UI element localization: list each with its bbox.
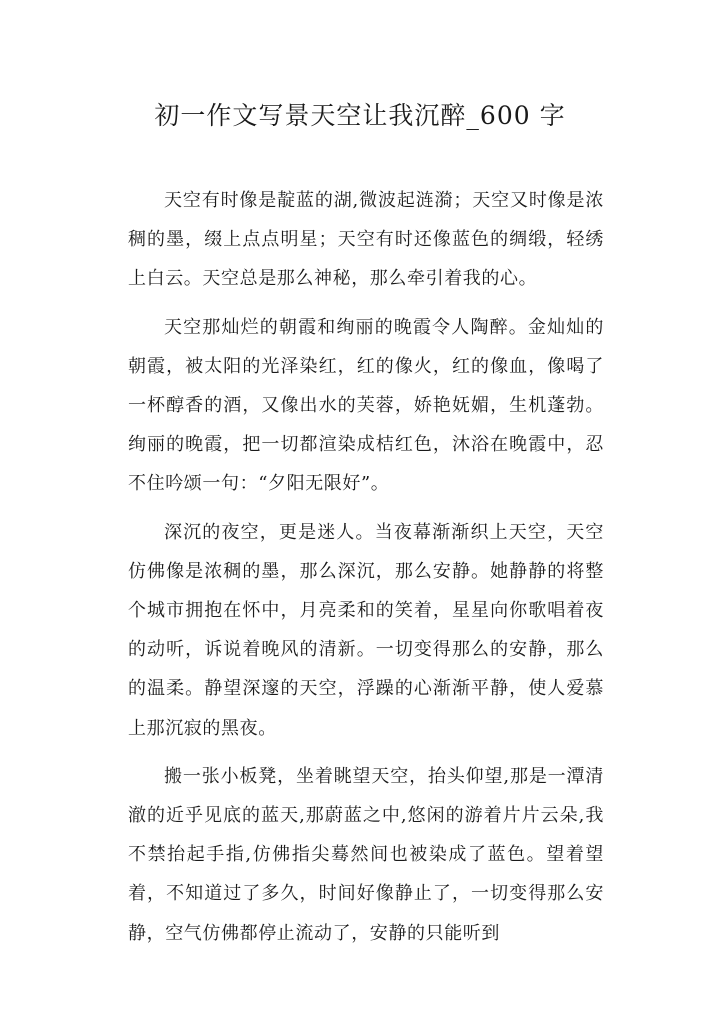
page-title: 初一作文写景天空让我沉醉_600 字 bbox=[154, 101, 566, 130]
paragraph: 天空有时像是靛蓝的湖,微波起涟漪；天空又时像是浓稠的墨，缀上点点明星；天空有时还像蓝色的绸缎，轻绣上白云。天空总是那么神秘，那么牵引着我的心。 bbox=[128, 190, 604, 290]
paragraph: 深沉的夜空，更是迷人。当夜幕渐渐织上天空，天空仿佛像是浓稠的墨，那么深沉，那么安静。她静静的将整个城市拥抱在怀中，月亮柔和的笑着，星星向你歌唱着夜的动听，诉说着晚风的清新。一切变得那么的安静，那么的温柔。静望深邃的天空，浮躁的心渐渐平静，使人爱慕上那沉寂的黑夜。 bbox=[128, 521, 604, 739]
essay-body bbox=[128, 181, 604, 962]
paragraph: 天空那灿烂的朝霞和绚丽的晚霞令人陶醉。金灿灿的朝霞，被太阳的光泽染红，红的像火，红的像血，像喝了一杯醇香的酒，又像出水的芙蓉，娇艳妩媚，生机蓬勃。绚丽的晚霞，把一切都渲染成桔红色，沐浴在晚霞中，忍不住吟颂一句：“夕阳无限好”。 bbox=[128, 316, 604, 495]
paragraph: 搬一张小板凳，坐着眺望天空，抬头仰望,那是一潭清澈的近乎见底的蓝天,那蔚蓝之中,悠闲的游着片片云朵,我不禁抬起手指,仿佛指尖蓦然间也被染成了蓝色。望着望着，不知道过了多久，时间好像静止了，一切变得那么安静，空气仿佛都停止流动了，安静的只能听到 bbox=[128, 765, 604, 944]
